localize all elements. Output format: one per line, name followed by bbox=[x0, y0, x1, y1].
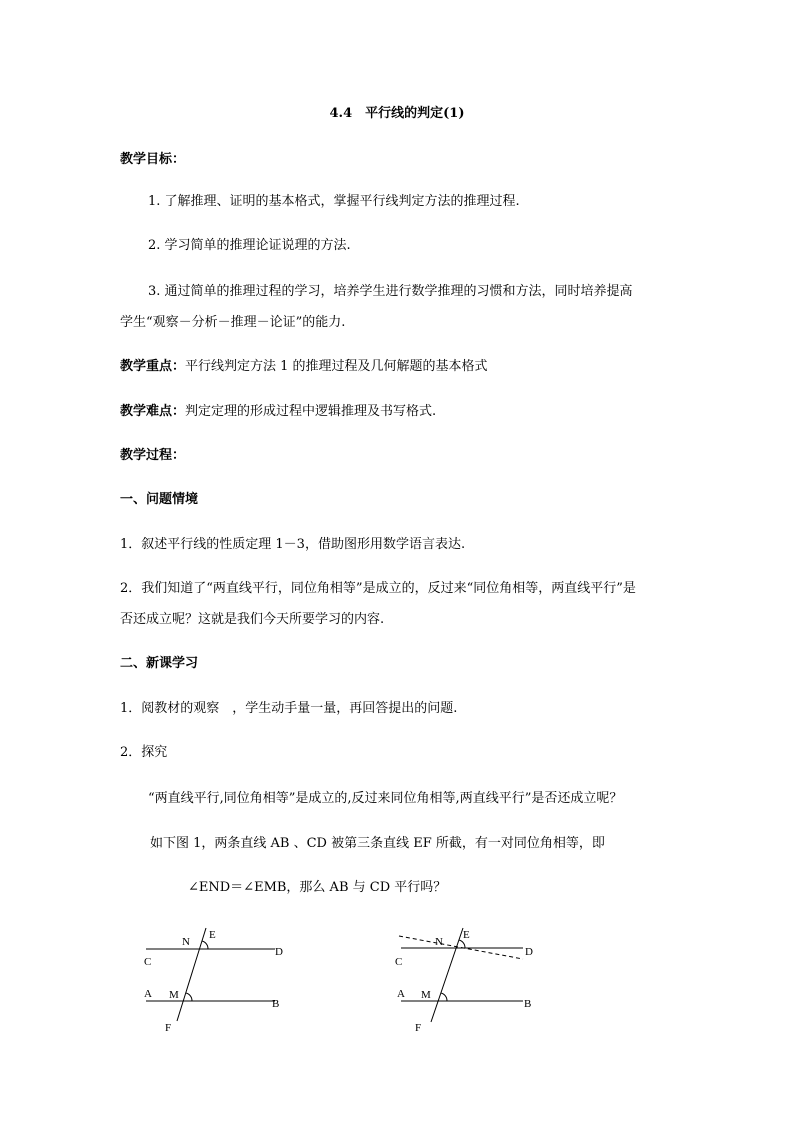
difficulty-label: 教学难点： bbox=[120, 404, 186, 419]
difficulty-text: 判定定理的形成过程中逻辑推理及书写格式. bbox=[185, 404, 437, 419]
objective-item-1: 1. 了解推理、证明的基本格式，掌握平行线判定方法的推理过程. bbox=[148, 194, 520, 209]
label-a: A bbox=[144, 988, 152, 1000]
key-point-text: 平行线判定方法 1 的推理过程及几何解题的基本格式 bbox=[185, 359, 488, 374]
angle-emb-arc bbox=[186, 993, 192, 1001]
label-f: F bbox=[415, 1022, 422, 1034]
label-m: M bbox=[421, 989, 431, 1001]
label-e: E bbox=[209, 929, 216, 941]
objective-item-2: 2. 学习简单的推理论证说理的方法. bbox=[148, 238, 351, 253]
label-a: A bbox=[397, 988, 405, 1000]
angle-end-arc bbox=[459, 940, 465, 948]
objective-item-3: 3. 通过简单的推理过程的学习，培养学生进行数学推理的习惯和方法，同时培养提高 bbox=[148, 284, 633, 299]
label-b: B bbox=[524, 998, 532, 1010]
label-f: F bbox=[165, 1022, 172, 1034]
key-point-label: 教学重点： bbox=[120, 359, 186, 374]
label-c: C bbox=[395, 956, 403, 968]
page-title: 4.4 平行线的判定(1) bbox=[329, 106, 465, 121]
section2-question-2: 如下图 1，两条直线 AB 、CD 被第三条直线 EF 所截，有一对同位角相等，即 bbox=[150, 836, 605, 851]
figure-right bbox=[393, 925, 553, 1040]
label-c: C bbox=[144, 956, 152, 968]
label-d: D bbox=[275, 946, 283, 958]
angle-end-arc bbox=[202, 941, 208, 949]
section1-p2-line2: 否还成立呢？这就是我们今天所要学习的内容. bbox=[120, 612, 385, 627]
label-d: D bbox=[525, 946, 533, 958]
label-n: N bbox=[435, 936, 443, 948]
label-m: M bbox=[169, 989, 179, 1001]
label-b: B bbox=[272, 998, 280, 1010]
section2-heading: 二、新课学习 bbox=[120, 656, 199, 671]
section1-p2-line1: 2．我们知道了“两直线平行，同位角相等”是成立的，反过来“同位角相等，两直线平行”是 bbox=[120, 581, 636, 596]
section2-p1: 1．阅教材的观察 ，学生动手量一量，再回答提出的问题. bbox=[120, 701, 458, 716]
key-point bbox=[120, 359, 488, 375]
angle-emb-arc bbox=[441, 993, 447, 1001]
section2-question-1: “两直线平行,同位角相等”是成立的,反过来同位角相等,两直线平行”是否还成立呢？ bbox=[148, 791, 623, 806]
section2-question-3: ∠END＝∠EMB，那么 AB 与 CD 平行吗？ bbox=[188, 880, 447, 895]
figure-left bbox=[138, 925, 298, 1040]
section2-p2: 2．探究 bbox=[120, 745, 168, 760]
objectives-heading: 教学目标： bbox=[120, 152, 186, 167]
process-heading: 教学过程： bbox=[120, 448, 186, 463]
section1-p1: 1．叙述平行线的性质定理 1－3，借助图形用数学语言表达. bbox=[120, 537, 466, 552]
label-n: N bbox=[182, 936, 190, 948]
section1-heading: 一、问题情境 bbox=[120, 492, 199, 507]
difficulty bbox=[120, 404, 436, 420]
label-e: E bbox=[463, 929, 470, 941]
objective-item-3-cont: 学生“观察－分析－推理－论证”的能力. bbox=[120, 315, 346, 330]
